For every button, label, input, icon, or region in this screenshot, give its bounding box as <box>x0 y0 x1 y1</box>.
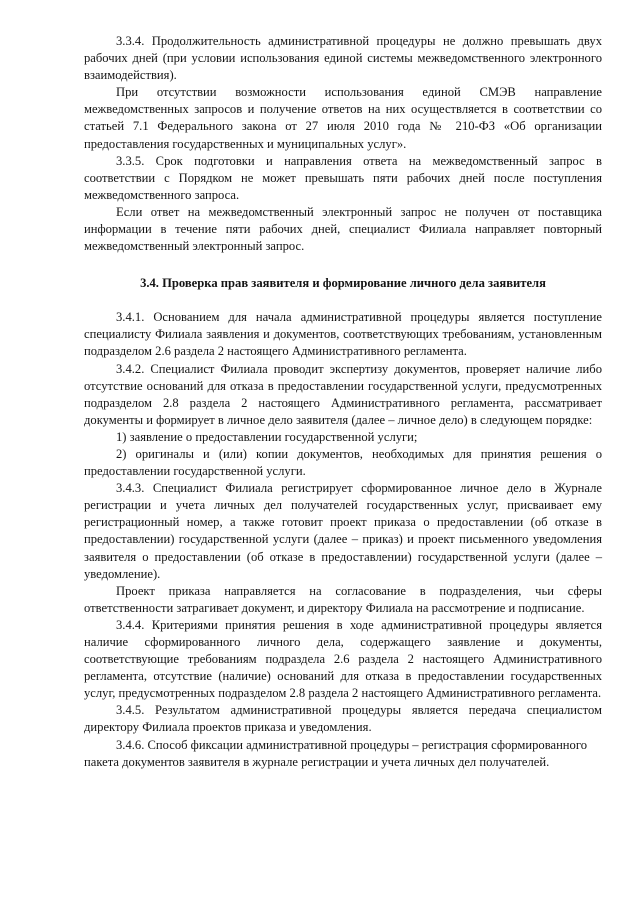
paragraph-3-3-5: 3.3.5. Срок подготовки и направления ответа на межведомственный запрос в соответствии с Порядком не может превышать пяти рабочих дней после поступления межведомственного запроса. <box>84 153 602 202</box>
paragraph-3-4-3: 3.4.3. Специалист Филиала регистрирует сформированное личное дело в Журнале регистрации и учета личных дел получателей государственных услуг, присваивает ему регистрационный номер, а также готовит проект приказа о предоставлении (об отказе в предоставлении) государственной услуги (далее – приказ) и проект письменного уведомления заявителя о предоставлении (об отказе в предоставлении) государственной услуги (далее – уведомление). <box>84 481 602 581</box>
list-item-2: 2) оригиналы и (или) копии документов, необходимых для принятия решения о предоставлении государственной услуги. <box>84 446 602 479</box>
paragraph-repeat-request: Если ответ на межведомственный электронный запрос не получен от поставщика информации в течение пяти рабочих дней, специалист Филиала направляет повторный межведомственный электронный запрос. <box>84 204 602 254</box>
paragraph-3-4-5: 3.4.5. Результатом административной процедуры является передача специалистом директору Филиала проектов приказа и уведомления. <box>84 703 602 735</box>
paragraph-3-4-6: 3.4.6. Способ фиксации административной процедуры – регистрация сформированного пакета документов заявителя в журнале регистрации и учета личных дел получателей. <box>84 737 587 769</box>
paragraph-3-4-1: 3.4.1. Основанием для начала административной процедуры является поступление специалисту Филиала заявления и документов, соответствующих требованиям, установленным подразделом 2.6 раздела 2 настоящего Административного регламента. <box>84 310 602 359</box>
paragraph-smev-absence: При отсутствии возможности использования единой СМЭВ направление межведомственных запросов и получение ответов на них осуществляется в соответствии со статьей 7.1 Федерального закона от 27 июля 2010 года № 210-ФЗ «Об организации предоставления государственных и муниципальных услуг». <box>84 85 602 151</box>
list-item-1: 1) заявление о предоставлении государственной услуги; <box>116 429 418 444</box>
paragraph-3-4-4: 3.4.4. Критериями принятия решения в ходе административной процедуры является наличие сформированного личного дела, содержащего заявление и документы, соответствующие требованиям подраздела 2.6 раздела 2 настоящего Административного регламента, отсутствие (наличие) оснований для отказа в предоставлении государственных услуг, предусмотренных подразделом 2.8 раздела 2 настоящего Административного регламента. <box>84 617 602 701</box>
section-heading-3-4: 3.4. Проверка прав заявителя и формирование личного дела заявителя <box>140 276 546 291</box>
paragraph-order-approval: Проект приказа направляется на согласование в подразделения, чьи сферы ответственности затрагивает документ, и директору Филиала на рассмотрение и подписание. <box>84 583 602 615</box>
paragraph-3-4-2: 3.4.2. Специалист Филиала проводит экспертизу документов, проверяет наличие либо отсутствие оснований для отказа в предоставлении государственной услуги, предусмотренных подразделом 2.8 раздела 2 настоящего Административного регламента, рассматривает документы и формирует в личное дело заявителя (далее – личное дело) в следующем порядке: <box>84 361 602 427</box>
paragraph-3-3-4: 3.3.4. Продолжительность административной процедуры не должно превышать двух рабочих дней (при условии использования единой системы межведомственного электронного взаимодействия). <box>84 34 602 83</box>
